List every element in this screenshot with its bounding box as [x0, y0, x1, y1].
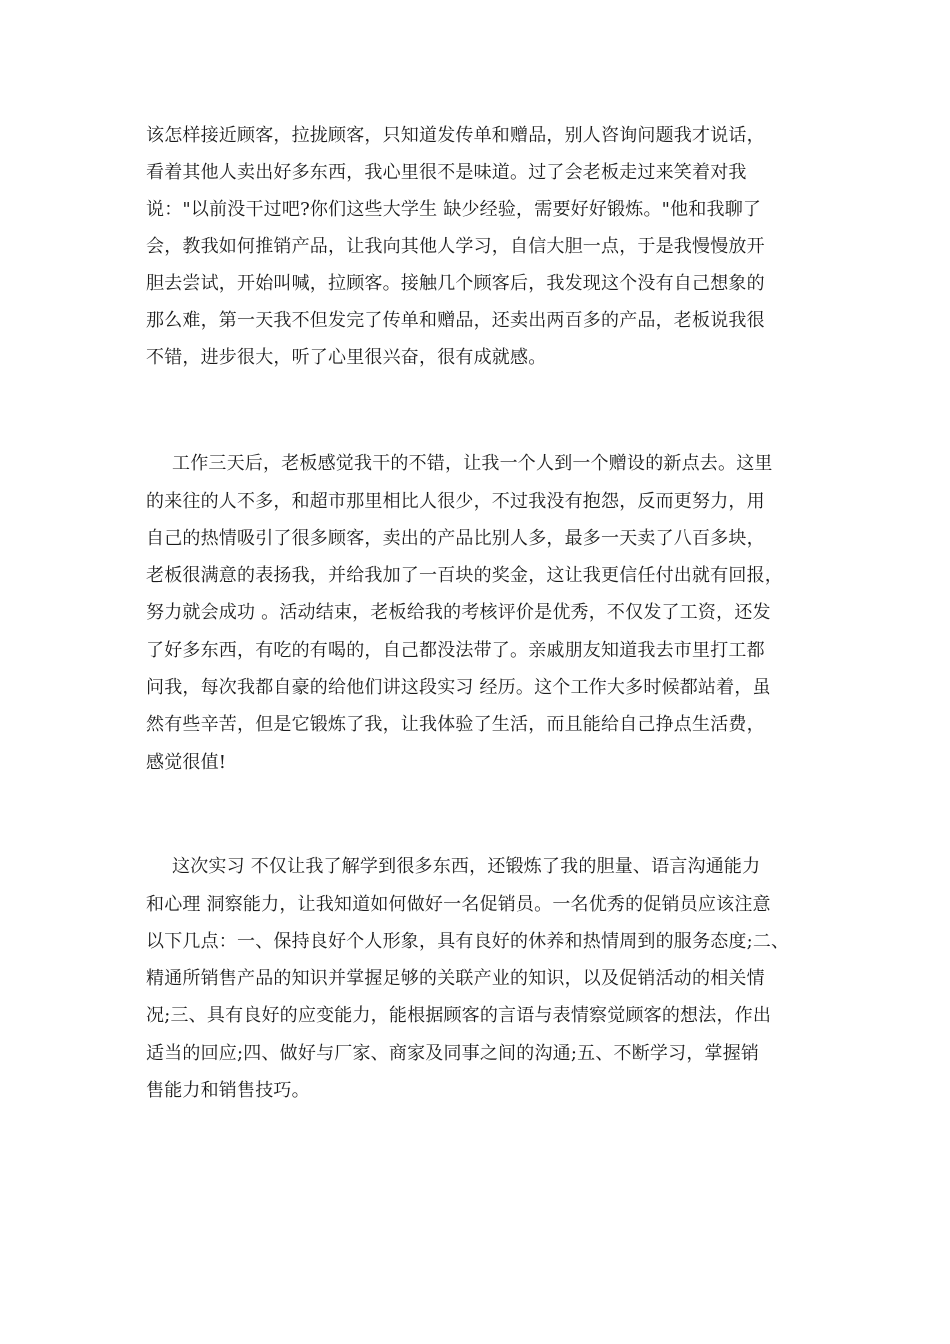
text-line: 和心理 洞察能力，让我知道如何做好一名促销员。一名优秀的促销员应该注意 — [146, 894, 771, 915]
text-line: 自己的热情吸引了很多顾客，卖出的产品比别人多，最多一天卖了八百多块， — [146, 528, 765, 549]
text-line: 胆去尝试，开始叫喊，拉顾客。接触几个顾客后，我发现这个没有自己想象的 — [146, 273, 765, 294]
text-line: 努力就会成功 。活动结束，老板给我的考核评价是优秀，不仅发了工资，还发 — [146, 602, 771, 623]
text-line: 这次实习 不仅让我了解学到很多东西，还锻炼了我的胆量、语言沟通能力 — [172, 856, 761, 877]
text-line: 那么难，第一天我不但发完了传单和赠品，还卖出两百多的产品，老板说我很 — [146, 310, 765, 331]
text-line: 老板很满意的表扬我，并给我加了一百块的奖金，这让我更信任付出就有回报， — [146, 565, 783, 586]
text-line: 精通所销售产品的知识并掌握足够的关联产业的知识，以及促销活动的相关情 — [146, 968, 765, 989]
text-line: 适当的回应;四、做好与厂家、商家及同事之间的沟通;五、不断学习，掌握销 — [146, 1043, 760, 1064]
text-line: 问我，每次我都自豪的给他们讲这段实习 经历。这个工作大多时候都站着，虽 — [146, 677, 771, 698]
text-line: 工作三天后，老板感觉我干的不错，让我一个人到一个赠设的新点去。这里 — [172, 453, 773, 474]
text-line: 了好多东西，有吃的有喝的，自己都没法带了。亲戚朋友知道我去市里打工都 — [146, 640, 765, 661]
text-line: 不错，进步很大，听了心里很兴奋，很有成就感。 — [146, 347, 547, 368]
text-line: 以下几点：一、保持良好个人形象，具有良好的休养和热情周到的服务态度;二、 — [146, 931, 790, 952]
text-line: 况;三、具有良好的应变能力，能根据顾客的言语与表情察觉顾客的想法，作出 — [146, 1005, 772, 1026]
text-line: 然有些辛苦，但是它锻炼了我，让我体验了生活，而且能给自己挣点生活费， — [146, 714, 765, 735]
text-line: 的来往的人不多，和超市那里相比人很少，不过我没有抱怨，反而更努力，用 — [146, 491, 765, 512]
text-line: 会，教我如何推销产品，让我向其他人学习，自信大胆一点，于是我慢慢放开 — [146, 236, 765, 257]
text-line: 说："以前没干过吧?你们这些大学生 缺少经验，需要好好锻炼。"他和我聊了 — [146, 199, 762, 220]
text-line: 该怎样接近顾客，拉拢顾客，只知道发传单和赠品，别人咨询问题我才说话， — [146, 125, 765, 146]
text-line: 看着其他人卖出好多东西，我心里很不是味道。过了会老板走过来笑着对我 — [146, 162, 747, 183]
text-line: 感觉很值! — [146, 752, 227, 773]
text-line: 售能力和销售技巧。 — [146, 1080, 310, 1101]
